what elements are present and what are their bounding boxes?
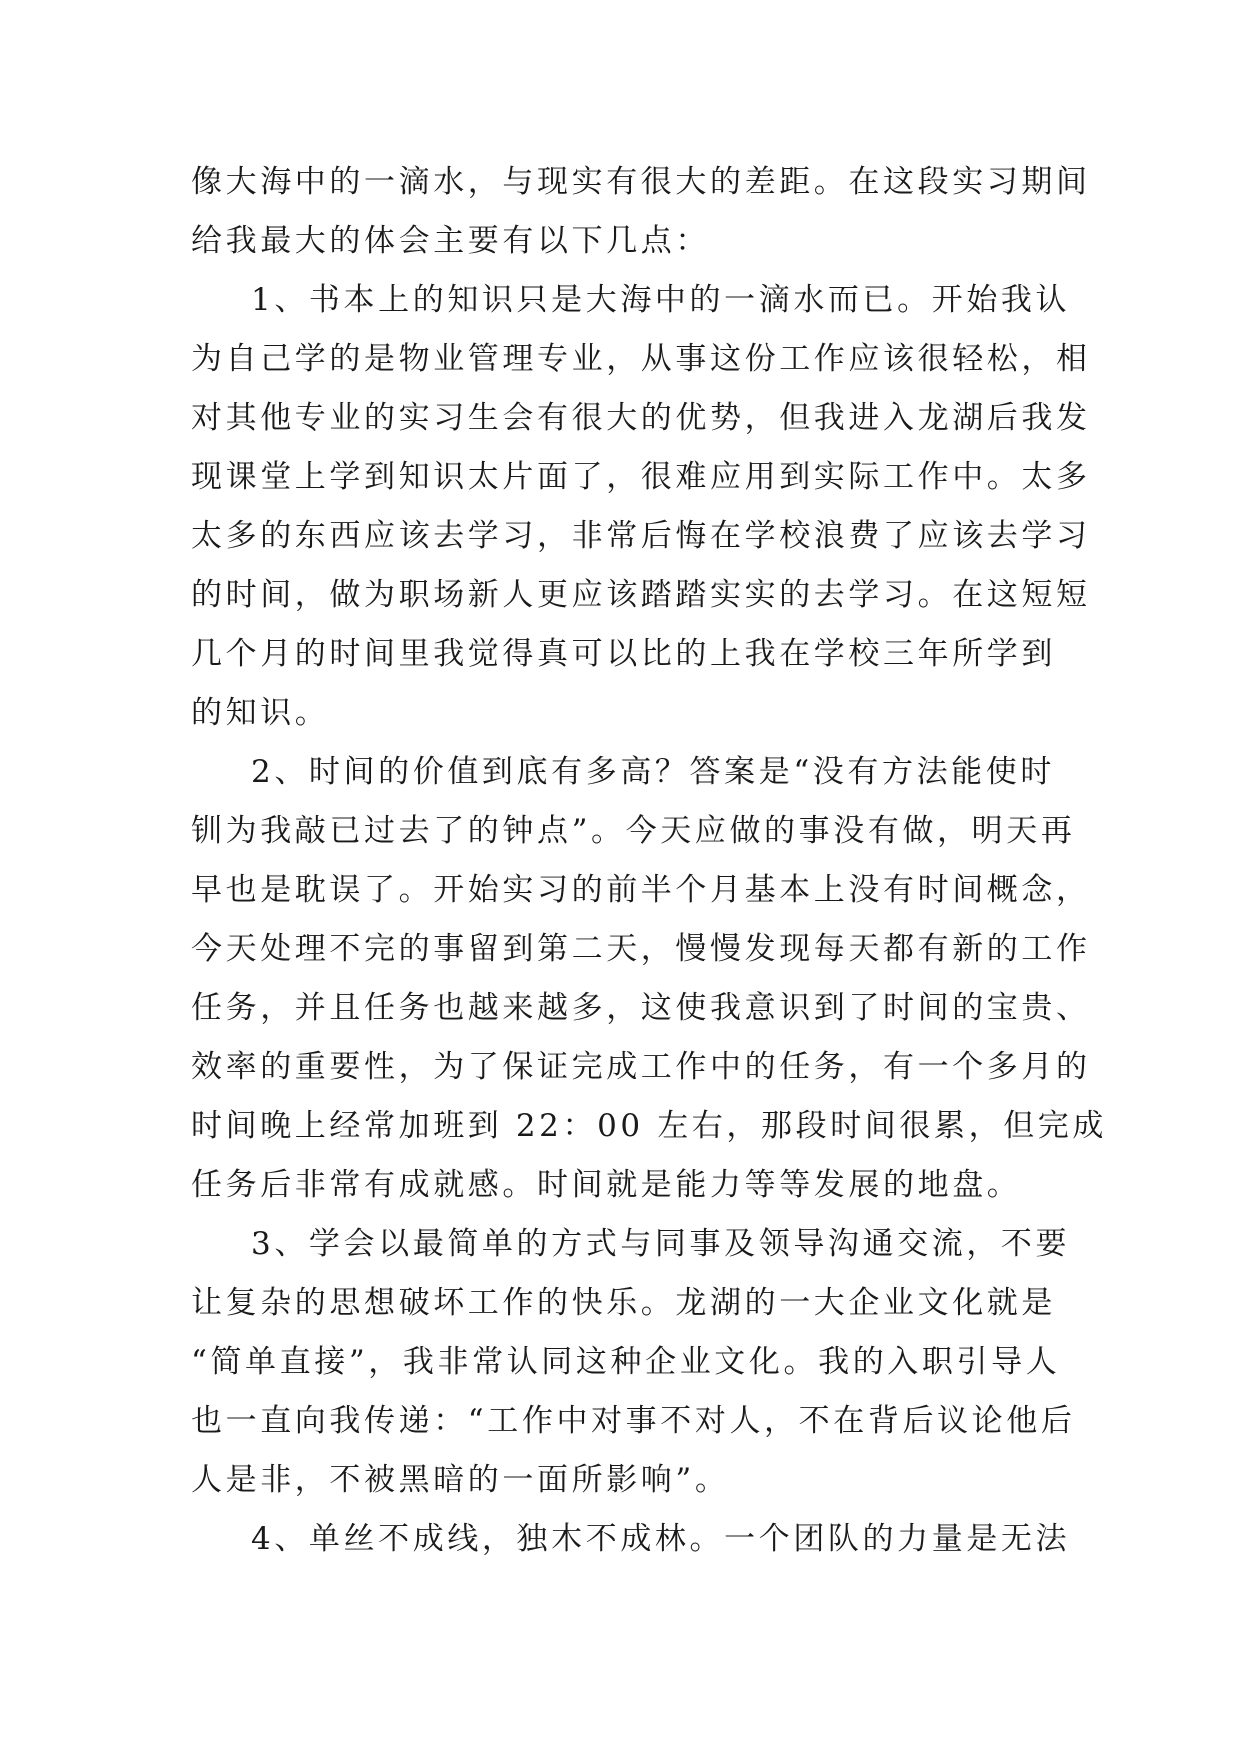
text-line: 人是非，不被黑暗的一面所影响”。 [191,1462,730,1498]
text-line: 效率的重要性，为了保证完成工作中的任务，有一个多月的 [191,1049,1091,1085]
text-line: 让复杂的思想破坏工作的快乐。龙湖的一大企业文化就是 [191,1285,1056,1321]
text-line: 现课堂上学到知识太片面了，很难应用到实际工作中。太多 [191,459,1091,495]
text-line: 太多的东西应该去学习，非常后悔在学校浪费了应该去学习 [191,518,1091,554]
text-line: 对其他专业的实习生会有很大的优势，但我进入龙湖后我发 [191,400,1091,436]
paragraph-first-line: 4、单丝不成线，独木不成林。一个团队的力量是无法 [251,1521,1071,1557]
text-line: 为自己学的是物业管理专业，从事这份工作应该很轻松，相 [191,341,1091,377]
text-line: 的知识。 [191,695,330,731]
text-line: 的时间，做为职场新人更应该踏踏实实的去学习。在这短短 [191,577,1091,613]
body-text [191,153,1107,1569]
text-line: 钏为我敲已过去了的钟点”。今天应做的事没有做，明天再 [191,813,1076,849]
text-line: 时间晚上经常加班到 22：00 左右，那段时间很累，但完成 [191,1108,1107,1144]
text-line: 早也是耽误了。开始实习的前半个月基本上没有时间概念， [191,872,1091,908]
text-line: 也一直向我传递：“工作中对事不对人，不在背后议论他后 [191,1403,1076,1439]
text-line: 几个月的时间里我觉得真可以比的上我在学校三年所学到 [191,636,1056,672]
paragraph-first-line: 1、书本上的知识只是大海中的一滴水而已。开始我认 [251,282,1071,318]
text-line: 任务后非常有成就感。时间就是能力等等发展的地盘。 [191,1167,1022,1203]
paragraph-first-line: 3、学会以最简单的方式与同事及领导沟通交流，不要 [251,1226,1071,1262]
text-line: 任务，并且任务也越来越多，这使我意识到了时间的宝贵、 [191,990,1091,1026]
text-line: “简单直接”，我非常认同这种企业文化。我的入职引导人 [191,1344,1061,1380]
text-line: 给我最大的体会主要有以下几点： [191,223,710,259]
text-line: 今天处理不完的事留到第二天，慢慢发现每天都有新的工作 [191,931,1091,967]
text-line: 像大海中的一滴水，与现实有很大的差距。在这段实习期间 [191,164,1091,200]
paragraph-first-line: 2、时间的价值到底有多高？答案是“没有方法能使时 [251,754,1055,790]
